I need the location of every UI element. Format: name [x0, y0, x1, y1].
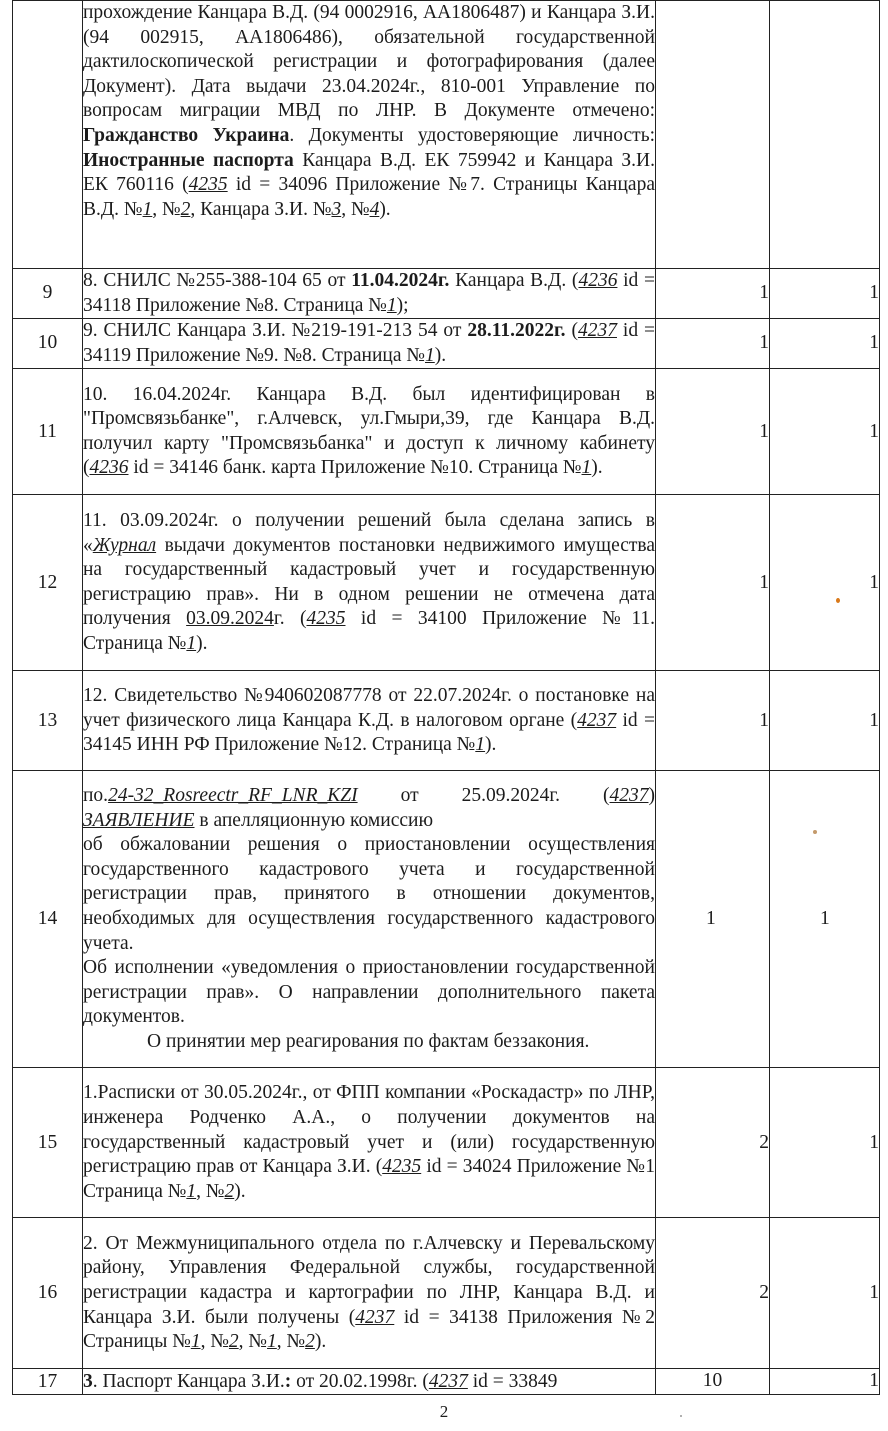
row-count-a: 2 [656, 1218, 770, 1369]
table-row [13, 1218, 880, 1369]
row-text: 3. Паспорт Канцара З.И.: от 20.02.1998г. (4237 id = 33849 [83, 1369, 656, 1395]
row-count-b: 1 [770, 495, 880, 671]
row-number: 13 [13, 671, 83, 771]
row-number: 17 [13, 1369, 83, 1395]
row-number: 10 [13, 319, 83, 369]
row-number: 15 [13, 1068, 83, 1218]
row-count-a: 1 [656, 269, 770, 319]
row-count-a: 10 [656, 1369, 770, 1395]
scan-speck [836, 598, 840, 603]
row-count-a: 2 [656, 1068, 770, 1218]
row-count-b: 1 [770, 319, 880, 369]
table-row [13, 495, 880, 671]
row-count-b: 1 [770, 771, 880, 1068]
table-row [13, 1, 880, 269]
row-number: 14 [13, 771, 83, 1068]
row-text: 2. От Межмуниципального отдела по г.Алчевску и Перевальскому району, Управления Федеральной службы, государственной регистрации кадастра и картографии по ЛНР, Канцара В.Д. и Канцара З.И. были получены (4237 id = 34138 Приложения №2 Страницы №1, №2, №1, №2). [83, 1218, 656, 1369]
row-count-b: 1 [770, 369, 880, 495]
row-text: 11. 03.09.2024г. о получении решений была сделана запись в «Журнал выдачи документов постановки недвижимого имущества на государственный кадастровый учет и государственную регистрацию прав». Ни в одном решении не отмечена дата получения 03.09.2024г. (4235 id = 34100 Приложение №11. Страница №1). [83, 495, 656, 671]
row-text: по.24-32_Rosreectr_RF_LNR_KZI от 25.09.2024г. (4237) ЗАЯВЛЕНИЕ в апелляционную комиссию об обжаловании решения о приостановлении осуществления государственного кадастрового учета и государственной регистрации прав, принятого в отношении документов, необходимых для осуществления государственного кадастрового учета. Об исполнении «уведомления о приостановлении государственной регистрации прав». О направлении дополнительного пакета документов. О принятии мер реагирования по фактам беззакония. [83, 771, 656, 1068]
row-number [13, 1, 83, 269]
row-text: 12. Свидетельство №940602087778 от 22.07.2024г. о постановке на учет физического лица Канцара К.Д. в налоговом органе (4237 id = 34145 ИНН РФ Приложение №12. Страница №1). [83, 671, 656, 771]
row-text: 9. СНИЛС Канцара З.И. №219-191-213 54 от 28.11.2022г. (4237 id = 34119 Приложение №9. №8. Страница №1). [83, 319, 656, 369]
table-row [13, 1369, 880, 1395]
row-text: прохождение Канцара В.Д. (94 0002916, АА1806487) и Канцара З.И. (94 002915, АА1806486), обязательной государственной дактилоскопической регистрации и фотографирования (далее Документ). Дата выдачи 23.04.2024г., 810-001 Управление по вопросам миграции МВД по ЛНР. В Документе отмечено: Гражданство Украина. Документы удостоверяющие личность: Иностранные паспорта Канцара В.Д. ЕК 759942 и Канцара З.И. ЕК 760116 (4235 id = 34096 Приложение №7. Страницы Канцара В.Д. №1, №2, Канцара З.И. №3, №4). [83, 1, 656, 269]
scan-speck [813, 830, 817, 834]
row-count-b: 1 [770, 1068, 880, 1218]
row-count-a: 1 [656, 369, 770, 495]
row-count-a: 1 [656, 495, 770, 671]
row-number: 12 [13, 495, 83, 671]
row-count-a: 1 [656, 771, 770, 1068]
table-row [13, 771, 880, 1068]
page-number: 2 [439, 1402, 449, 1421]
row-count-b [770, 1, 880, 269]
table-row [13, 269, 880, 319]
table-row [13, 1068, 880, 1218]
row-number: 16 [13, 1218, 83, 1369]
scan-speck [680, 1415, 682, 1417]
table-row [13, 671, 880, 771]
row-number: 9 [13, 269, 83, 319]
row-text: 8. СНИЛС №255-388-104 65 от 11.04.2024г. Канцара В.Д. (4236 id = 34118 Приложение №8. Страница №1); [83, 269, 656, 319]
row-number: 11 [13, 369, 83, 495]
document-table [12, 0, 880, 1395]
row-count-b: 1 [770, 671, 880, 771]
row-text: 1.Расписки от 30.05.2024г., от ФПП компании «Роскадастр» по ЛНР, инженера Родченко А.А., о получении документов на государственный кадастровый учет и (или) государственную регистрацию прав от Канцара З.И. (4235 id = 34024 Приложение №1 Страница №1, №2). [83, 1068, 656, 1218]
row-text: 10. 16.04.2024г. Канцара В.Д. был идентифицирован в "Промсвязьбанке", г.Алчевск, ул.Гмыри,39, где Канцара В.Д. получил карту "Промсвязьбанка" и доступ к личному кабинету (4236 id = 34146 банк. карта Приложение №10. Страница №1). [83, 369, 656, 495]
table-row [13, 369, 880, 495]
row-count-b: 1 [770, 269, 880, 319]
table-row [13, 319, 880, 369]
row-count-a: 1 [656, 319, 770, 369]
row-count-a: 1 [656, 671, 770, 771]
row-count-b: 1 [770, 1369, 880, 1395]
row-count-a [656, 1, 770, 269]
row-count-b: 1 [770, 1218, 880, 1369]
